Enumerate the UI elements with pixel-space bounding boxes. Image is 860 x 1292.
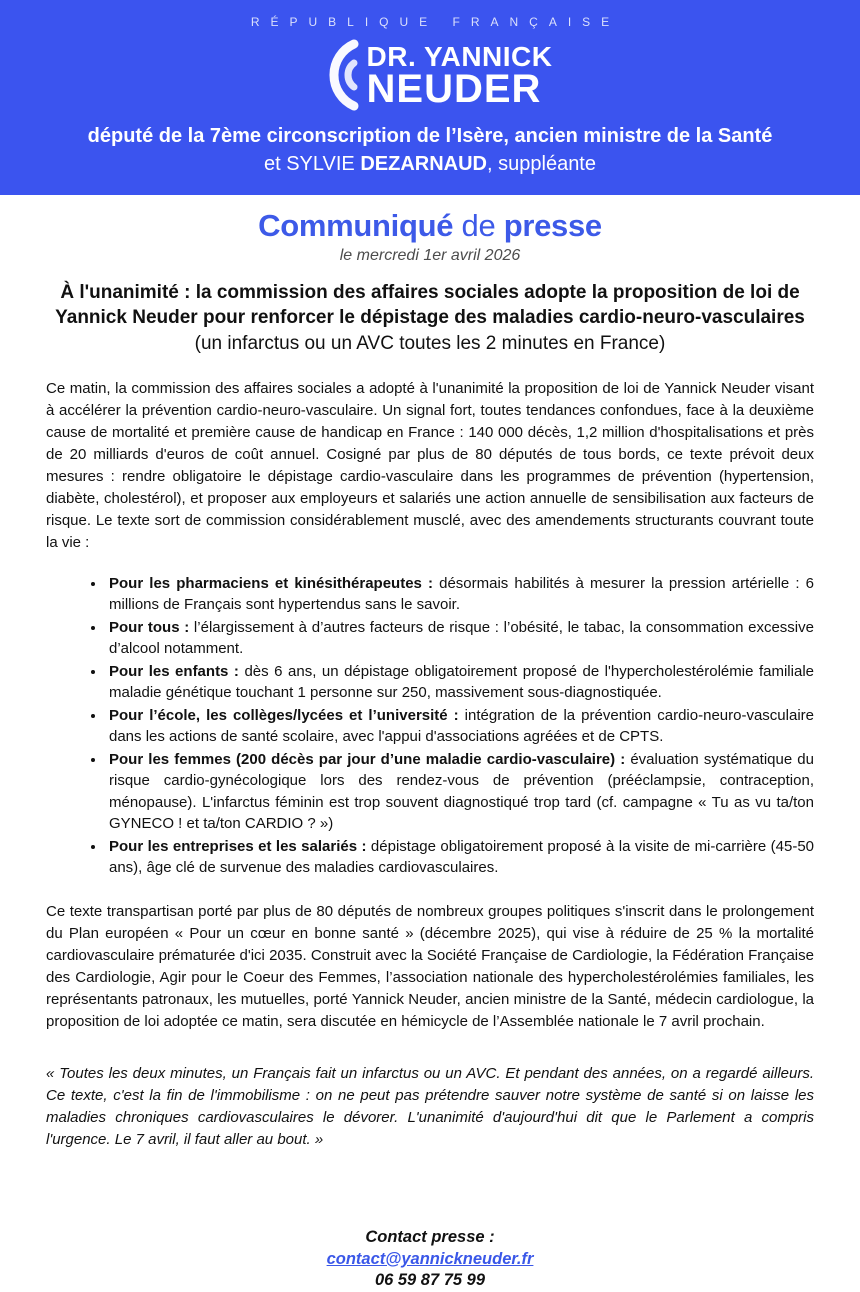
logo-line2: NEUDER [366, 66, 542, 111]
paragraph-intro: Ce matin, la commission des affaires sociales a adopté à l'unanimité la proposition de loi de Yannick Neuder visant à accélérer la prévention cardio-neuro-vasculaire. Un signal fort, toutes tendances confondues, face à la deuxième cause de mortalité et première cause de handicap en France : 140 000 décès, 1,2 million d'hospitalisations et près de 20 milliards d'euros de coût annuel. Cosigné par plus de 80 députés de tous bords, ce texte prévoit deux mesures : rendre obligatoire le dépistage cardio-vasculaire dans les programmes de prévention (hypertension, diabète, cholestérol), et proposer aux employeurs et salariés une action annuelle de sensibilisation aux facteurs de risque. Le texte sort de commission considérablement musclé, avec des amendements structurants couvrant toute la vie : [46, 379, 814, 551]
list-item [106, 617, 814, 660]
substitute-subtitle [0, 153, 860, 176]
list-item-body: désormais habilités à mesurer la pression artérielle : 6 millions de Français sont hypertendus sans le savoir. [109, 574, 814, 614]
date-line: le mercredi 1er avril 2026 [339, 247, 521, 264]
quote-paragraph: « Toutes les deux minutes, un Français fait un infarctus ou un AVC. Et pendant des années, on a regardé ailleurs. Ce texte, c'est la fin de l'immobilisme : on ne peut pas prétendre sauver notre système de santé si on laisse les maladies chroniques cardiovasculaires le dévorer. L'unanimité d'aujourd'hui dit que le Parlement a compris l'urgence. Le 7 avril, il faut aller au bout. » [46, 1064, 814, 1148]
list-item-lead: Pour les pharmaciens et kinésithérapeutes : [109, 574, 433, 592]
list-item-body: évaluation systématique du risque cardio-gynécologique lors des rendez-vous de prévention (prééclampsie, contraception, ménopause). L'infarctus féminin est trop souvent diagnostiqué trop tard (cf. campagne « Tu as vu ta/ton GYNECO ! et ta/ton CARDIO ? ») [109, 750, 814, 833]
logo-line1: DR. YANNICK [366, 40, 553, 72]
list-item [106, 749, 814, 835]
header-banner [0, 0, 860, 195]
logo-text [366, 40, 553, 111]
page-title-part2: de [453, 208, 504, 243]
headline-bold: À l'unanimité : la commission des affaires sociales adopte la proposition de loi de Yannick Neuder pour renforcer le dépistage des maladies cardio-neuro-vasculaires [55, 282, 805, 329]
measures-list [46, 573, 814, 879]
headline-regular: (un infarctus ou un AVC toutes les 2 minutes en France) [194, 332, 666, 354]
contact-label: Contact presse : [365, 1227, 495, 1246]
substitute-subtitle-pre: et SYLVIE [263, 153, 361, 175]
contact-phone: 06 59 87 75 99 [374, 1271, 486, 1290]
list-item [106, 573, 814, 616]
logo [0, 38, 860, 112]
contact-block [46, 1227, 814, 1292]
list-item-lead: Pour les femmes (200 décès par jour d’une maladie cardio-vasculaire) : [109, 750, 626, 768]
page-title [46, 208, 814, 244]
page-title-part3: presse [503, 208, 602, 243]
substitute-name: DEZARNAUD [360, 153, 488, 175]
republique-francaise-label: RÉPUBLIQUE FRANÇAISE [250, 15, 621, 29]
sound-wave-arcs-icon [308, 38, 360, 112]
list-item-lead: Pour tous : [109, 618, 190, 636]
headline [46, 280, 814, 356]
list-item-lead: Pour les entreprises et les salariés : [109, 837, 367, 855]
list-item [106, 836, 814, 879]
deputy-subtitle: député de la 7ème circonscription de l’Isère, ancien ministre de la Santé [87, 125, 773, 147]
list-item-body: dès 6 ans, un dépistage obligatoirement proposé de l'hypercholestérolémie familiale maladie génétique touchant 1 personne sur 250, massivement sous-diagnostiquée. [109, 662, 814, 702]
list-item [106, 705, 814, 748]
paragraph-context: Ce texte transpartisan porté par plus de 80 députés de nombreux groupes politiques s'inscrit dans le prolongement du Plan européen « Pour un cœur en bonne santé » (décembre 2025), qui vise à réduire de 25 % la mortalité cardiovasculaire prématurée d'ici 2035. Construit avec la Société Française de Cardiologie, la Fédération Française des Cardiologie, Agir pour le Coeur des Femmes, l’association nationale des hypercholestérolémies familiales, les représentants patronaux, les mutuelles, porté Yannick Neuder, ancien ministre de la Santé, médecin cardiologue, la proposition de loi adoptée ce matin, sera discutée en hémicycle de l’Assemblée nationale le 7 avril prochain. [46, 902, 814, 1030]
press-release-body [0, 208, 860, 1292]
list-item-body: intégration de la prévention cardio-neuro-vasculaire dans les actions de santé scolaire, avec l'appui d'associations agréées et de CPTS. [109, 706, 814, 746]
contact-email-link[interactable]: contact@yannickneuder.fr [326, 1249, 534, 1268]
list-item [106, 661, 814, 704]
list-item-body: l’élargissement à d’autres facteurs de risque : l’obésité, le tabac, la consommation excessive d’alcool notamment. [109, 618, 814, 658]
page-title-part1: Communiqué [258, 208, 454, 243]
list-item-body: dépistage obligatoirement proposé à la visite de mi-carrière (45-50 ans), âge clé de survenue des maladies cardiovasculaires. [109, 837, 815, 877]
list-item-lead: Pour les enfants : [109, 662, 239, 680]
substitute-subtitle-post: , suppléante [487, 153, 596, 175]
list-item-lead: Pour l’école, les collèges/lycées et l’université : [109, 706, 459, 724]
